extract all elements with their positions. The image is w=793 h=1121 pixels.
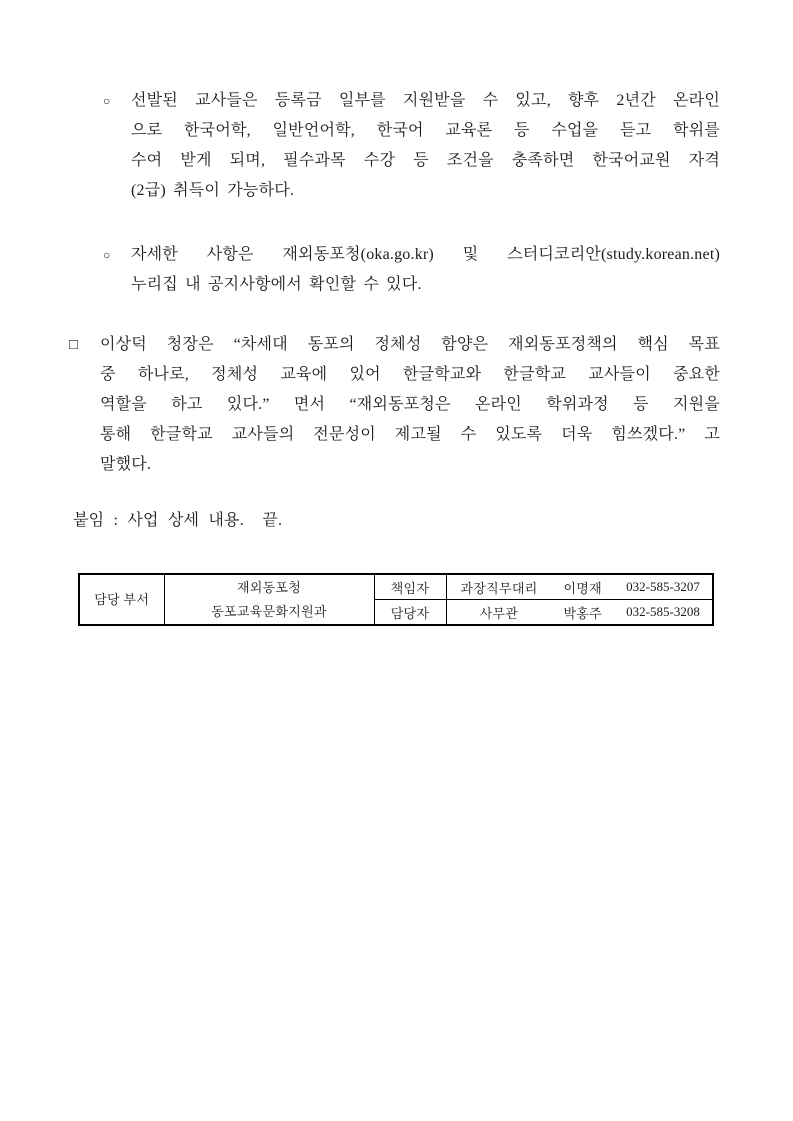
bullet-circle-marker: ○ bbox=[103, 248, 111, 262]
phone-number: 032-585-3208 bbox=[626, 604, 700, 619]
position-title: 사무관 bbox=[479, 605, 519, 621]
text-line: 누리집 내 공지사항에서 확인할 수 있다. bbox=[131, 276, 422, 293]
text-line: 자세한 사항은 재외동포청(oka.go.kr) 및 스터디코리안(study.korean.net) bbox=[131, 246, 720, 263]
dept-name-cell bbox=[164, 574, 374, 625]
text-line: 역할을 하고 있다.” 면서 “재외동포청은 온라인 학위과정 등 지원을 bbox=[100, 396, 720, 413]
paragraph-lines bbox=[100, 330, 720, 480]
table-row bbox=[79, 574, 713, 600]
bullet-paragraph-website-info bbox=[103, 240, 720, 300]
contact-detail-cell bbox=[446, 574, 713, 600]
text-line: 말했다. bbox=[100, 456, 152, 473]
dept-label-cell bbox=[79, 574, 164, 625]
text-line: 수여 받게 되며, 필수과목 수강 등 조건을 충족하면 한국어교원 자격 bbox=[131, 152, 720, 169]
bullet-paragraph-commissioner-quote bbox=[69, 330, 720, 480]
contact-detail bbox=[447, 600, 713, 624]
text-line: (2급) 취득이 가능하다. bbox=[131, 182, 295, 199]
dept-label: 담당 부서 bbox=[94, 591, 150, 607]
bullet-square-marker: □ bbox=[69, 337, 79, 353]
text-line: 중 하나로, 정체성 교육에 있어 한글학교와 한글학교 교사들이 중요한 bbox=[100, 366, 720, 383]
dept-org: 재외동포청 bbox=[236, 579, 302, 595]
text-line: 선발된 교사들은 등록금 일부를 지원받을 수 있고, 향후 2년간 온라인 bbox=[131, 92, 720, 109]
person-name: 박홍주 bbox=[563, 605, 603, 621]
person-name: 이명재 bbox=[563, 580, 603, 596]
phone-number: 032-585-3207 bbox=[626, 579, 700, 594]
contact-table bbox=[78, 573, 714, 626]
role-cell bbox=[374, 600, 446, 626]
role-label: 책임자 bbox=[390, 580, 430, 596]
role-cell bbox=[374, 574, 446, 600]
role-label: 담당자 bbox=[390, 605, 430, 621]
position-title: 과장직무대리 bbox=[460, 580, 538, 596]
contact-detail-cell bbox=[446, 600, 713, 626]
contact-detail bbox=[447, 575, 713, 599]
text-line: 으로 한국어학, 일반언어학, 한국어 교육론 등 수업을 듣고 학위를 bbox=[131, 122, 720, 139]
bullet-circle-marker: ○ bbox=[103, 94, 111, 108]
paragraph-lines bbox=[131, 86, 720, 206]
bullet-paragraph-tuition-support bbox=[103, 86, 720, 206]
attachment-note: 붙임 : 사업 상세 내용. 끝. bbox=[73, 512, 283, 529]
paragraph-lines bbox=[131, 240, 720, 300]
text-line: 이상덕 청장은 “차세대 동포의 정체성 함양은 재외동포정책의 핵심 목표 bbox=[100, 336, 720, 353]
text-line: 통해 한글학교 교사들의 전문성이 제고될 수 있도록 더욱 힘쓰겠다.” 고 bbox=[100, 426, 720, 443]
dept-division: 동포교육문화지원과 bbox=[211, 603, 327, 619]
